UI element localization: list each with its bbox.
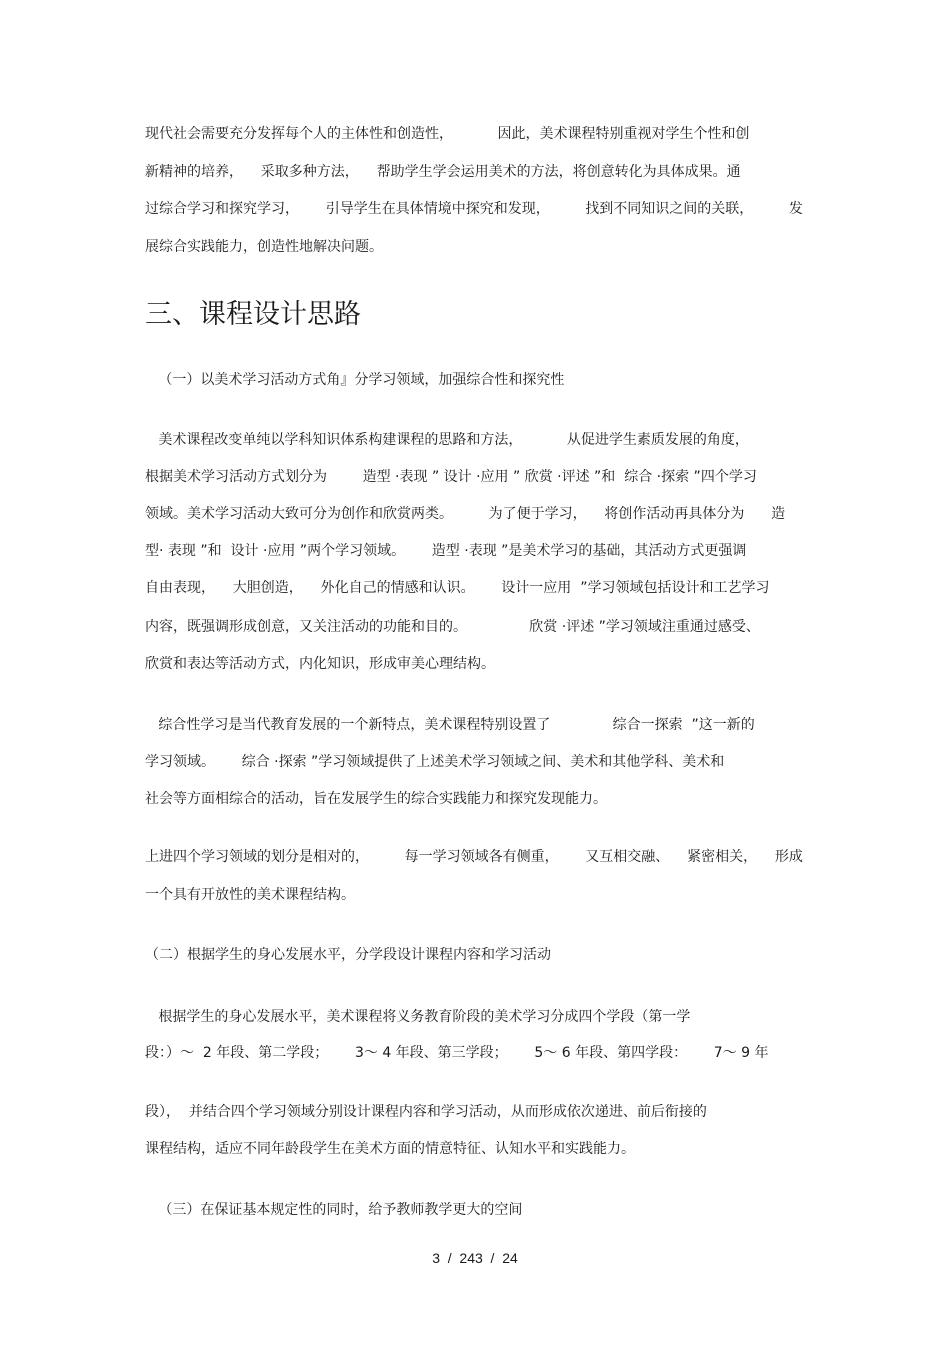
paragraph-line: 欣赏和表达等活动方式，内化知识，形成审美心理结构。 bbox=[145, 656, 495, 672]
paragraph-line: 一个具有开放性的美术课程结构。 bbox=[145, 887, 355, 903]
paragraph-line: 段）， 并结合四个学习领域分别设计课程内容和学习活动，从而形成依次递进、前后衔接的 bbox=[145, 1104, 707, 1120]
paragraph-line: 上进四个学习领域的划分是相对的， 每一学习领域各有侧重， 又互相交融、 紧密相关， 形成 bbox=[145, 849, 803, 865]
paragraph-line: 综合性学习是当代教育发展的一个新特点，美术课程特别设置了 综合一探索 ”这一新的 bbox=[145, 717, 755, 733]
paragraph-line: 新精神的培养， 采取多种方法， 帮助学生学会运用美术的方法，将创意转化为具体成果。通 bbox=[145, 164, 741, 180]
paragraph-line: 过综合学习和探究学习， 引导学生在具体情境中探究和发现， 找到不同知识之间的关联， 发 bbox=[145, 201, 803, 217]
paragraph-line: 课程结构，适应不同年龄段学生在美术方面的情意特征、认知水平和实践能力。 bbox=[145, 1141, 635, 1157]
subsection-title: （三）在保证基本规定性的同时，给予教师教学更大的空间 bbox=[145, 1202, 523, 1218]
paragraph-line: 型· 表现 ”和 设计 ·应用 ”两个学习领域。 造型 ·表现 ”是美术学习的基础，其活动方式更强调 bbox=[145, 543, 747, 559]
paragraph-line: 自由表现， 大胆创造， 外化自己的情感和认识。 设计一应用 ”学习领域包括设计和工艺学习 bbox=[145, 580, 770, 596]
paragraph-line: 根据学生的身心发展水平，美术课程将义务教育阶段的美术学习分成四个学段（第一学 bbox=[145, 1009, 691, 1025]
paragraph-line: 领域。美术学习活动大致可分为创作和欣赏两类。 为了便于学习， 将创作活动再具体分为 造 bbox=[145, 506, 786, 522]
section-heading: 三、课程设计思路 bbox=[145, 299, 361, 330]
paragraph-line: 学习领域。 综合 ·探索 ”学习领域提供了上述美术学习领域之间、美术和其他学科、美术和 bbox=[145, 754, 725, 770]
paragraph-line: 根据美术学习活动方式划分为 造型 ·表现 ” 设计 ·应用 ” 欣赏 ·评述 ”和 综合 ·探索 ”四个学习 bbox=[145, 469, 757, 485]
subsection-title: （二）根据学生的身心发展水平，分学段设计课程内容和学习活动 bbox=[145, 947, 551, 963]
paragraph-line: 展综合实践能力，创造性地解决问题。 bbox=[145, 239, 383, 255]
paragraph-line: 段：）～ 2 年段、第二学段； 3～ 4 年段、第三学段； 5～ 6 年段、第四学段： 7～ 9 年 bbox=[145, 1045, 769, 1061]
paragraph-line: 内容，既强调形成创意，又关注活动的功能和目的。 欣赏 ·评述 ”学习领域注重通过感受、 bbox=[145, 619, 760, 635]
page-number: 3 / 243 / 24 bbox=[432, 1250, 518, 1266]
paragraph-line: 美术课程改变单纯以学科知识体系构建课程的思路和方法， 从促进学生素质发展的角度， bbox=[145, 432, 749, 448]
paragraph-line: 社会等方面相综合的活动，旨在发展学生的综合实践能力和探究发现能力。 bbox=[145, 791, 607, 807]
paragraph-line: 现代社会需要充分发挥每个人的主体性和创造性， 因此，美术课程特别重视对学生个性和创 bbox=[145, 126, 750, 142]
subsection-title: （一）以美术学习活动方式角』分学习领域，加强综合性和探究性 bbox=[145, 372, 565, 388]
